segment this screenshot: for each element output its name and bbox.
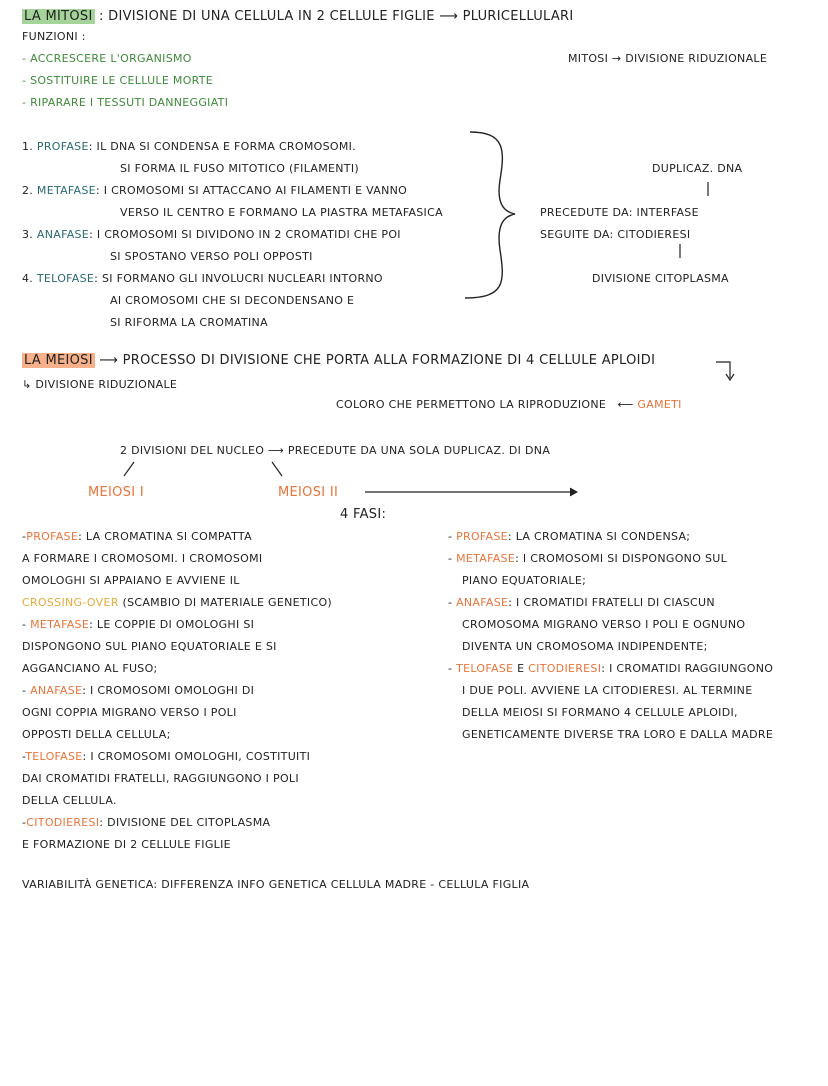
- arrow-right-icon: ⟶: [439, 9, 459, 24]
- left-line: DISPONGONO SUL PIANO EQUATORIALE E SI: [22, 640, 277, 653]
- two-divisions: 2 DIVISIONI DEL NUCLEO ⟶ PRECEDUTE DA UNA SOLA DUPLICAZ. DI DNA: [120, 444, 551, 457]
- arrow-right-icon: ⟶: [267, 444, 285, 457]
- right-line: GENETICAMENTE DIVERSE TRA LORO E DALLA MADRE: [462, 728, 774, 741]
- right-line: - ANAFASE: I CROMATIDI FRATELLI DI CIASCUN: [448, 596, 715, 609]
- function-item: - SOSTITUIRE LE CELLULE MORTE: [22, 74, 214, 87]
- meiosi-1-label: MEIOSI I: [88, 485, 144, 500]
- arrow-to-meiosi-2: [272, 462, 282, 476]
- duplicaz-dna: DUPLICAZ. DNA: [652, 162, 743, 175]
- left-line: A FORMARE I CROMOSOMI. I CROMOSOMI: [22, 552, 263, 565]
- arrow-left-icon: ⟵: [609, 398, 634, 411]
- meiosi-sub: ↳ DIVISIONE RIDUZIONALE: [22, 378, 178, 391]
- four-phases: 4 FASI:: [340, 507, 387, 522]
- phase-4-line: AI CROMOSOMI CHE SI DECONDENSANO E: [110, 294, 355, 307]
- hook-arrow: [716, 362, 730, 378]
- phase-3-line: SI SPOSTANO VERSO POLI OPPOSTI: [110, 250, 313, 263]
- function-item: - RIPARARE I TESSUTI DANNEGGIATI: [22, 96, 229, 109]
- right-line: - PROFASE: LA CROMATINA SI CONDENSA;: [448, 530, 691, 543]
- functions-label: FUNZIONI :: [22, 30, 86, 43]
- phase-4-line: SI RIFORMA LA CROMATINA: [110, 316, 268, 329]
- left-line: CROSSING-OVER (SCAMBIO DI MATERIALE GENETICO): [22, 596, 332, 609]
- left-line: - ANAFASE: I CROMOSOMI OMOLOGHI DI: [22, 684, 255, 697]
- right-line: I DUE POLI. AVVIENE LA CITODIERESI. AL TERMINE: [462, 684, 753, 697]
- left-line: -TELOFASE: I CROMOSOMI OMOLOGHI, COSTITUITI: [22, 750, 311, 763]
- phase-3: 3. ANAFASE: I CROMOSOMI SI DIVIDONO IN 2 CROMATIDI CHE POI: [22, 228, 401, 241]
- left-line: OMOLOGHI SI APPAIANO E AVVIENE IL: [22, 574, 240, 587]
- colors-line: COLORO CHE PERMETTONO LA RIPRODUZIONE ⟵ GAMETI: [336, 398, 682, 411]
- right-line: CROMOSOMA MIGRANO VERSO I POLI E OGNUNO: [462, 618, 746, 631]
- arrow-to-meiosi-1: [124, 462, 134, 476]
- seguite-da: SEGUITE DA: CITODIERESI: [540, 228, 691, 241]
- mitosi-title: LA MITOSI : DIVISIONE DI UNA CELLULA IN 2 CELLULE FIGLIE ⟶ PLURICELLULARI: [24, 9, 574, 24]
- left-line: DAI CROMATIDI FRATELLI, RAGGIUNGONO I POLI: [22, 772, 299, 785]
- left-line: OPPOSTI DELLA CELLULA;: [22, 728, 171, 741]
- phase-1-line: SI FORMA IL FUSO MITOTICO (FILAMENTI): [120, 162, 359, 175]
- curly-brace: [465, 132, 515, 298]
- right-line: DELLA MEIOSI SI FORMANO 4 CELLULE APLOIDI,: [462, 706, 738, 719]
- left-line: -CITODIERESI: DIVISIONE DEL CITOPLASMA: [22, 816, 271, 829]
- right-line: - METAFASE: I CROMOSOMI SI DISPONGONO SUL: [448, 552, 728, 565]
- meiosi-title: LA MEIOSI ⟶ PROCESSO DI DIVISIONE CHE PORTA ALLA FORMAZIONE DI 4 CELLULE APLOIDI: [24, 353, 656, 368]
- precedute-da: PRECEDUTE DA: INTERFASE: [540, 206, 699, 219]
- left-line: -PROFASE: LA CROMATINA SI COMPATTA: [22, 530, 252, 543]
- right-line: PIANO EQUATORIALE;: [462, 574, 587, 587]
- phase-2: 2. METAFASE: I CROMOSOMI SI ATTACCANO AI FILAMENTI E VANNO: [22, 184, 408, 197]
- left-line: DELLA CELLULA.: [22, 794, 117, 807]
- arrow-right-icon: ⟶: [99, 353, 119, 368]
- phase-2-line: VERSO IL CENTRO E FORMANO LA PIASTRA METAFASICA: [120, 206, 443, 219]
- phase-4: 4. TELOFASE: SI FORMANO GLI INVOLUCRI NUCLEARI INTORNO: [22, 272, 383, 285]
- side-note: MITOSI → DIVISIONE RIDUZIONALE: [568, 52, 768, 65]
- hook-arrow-head: [726, 374, 734, 380]
- left-line: AGGANCIANO AL FUSO;: [22, 662, 158, 675]
- footer-variabilita: VARIABILITÀ GENETICA: DIFFERENZA INFO GENETICA CELLULA MADRE - CELLULA FIGLIA: [22, 878, 530, 891]
- left-line: E FORMAZIONE DI 2 CELLULE FIGLIE: [22, 838, 231, 851]
- arrow-corner-icon: ↳: [22, 378, 32, 391]
- meiosi-2-label: MEIOSI II: [278, 485, 339, 500]
- phase-1: 1. PROFASE: IL DNA SI CONDENSA E FORMA CROMOSOMI.: [22, 140, 356, 153]
- long-arrow-head: [570, 488, 577, 496]
- left-line: - METAFASE: LE COPPIE DI OMOLOGHI SI: [22, 618, 255, 631]
- right-line: - TELOFASE E CITODIERESI: I CROMATIDI RAGGIUNGONO: [448, 662, 774, 675]
- divisione-citoplasma: DIVISIONE CITOPLASMA: [592, 272, 729, 285]
- right-line: DIVENTA UN CROMOSOMA INDIPENDENTE;: [462, 640, 708, 653]
- function-item: - ACCRESCERE L'ORGANISMO: [22, 52, 192, 65]
- left-line: OGNI COPPIA MIGRANO VERSO I POLI: [22, 706, 237, 719]
